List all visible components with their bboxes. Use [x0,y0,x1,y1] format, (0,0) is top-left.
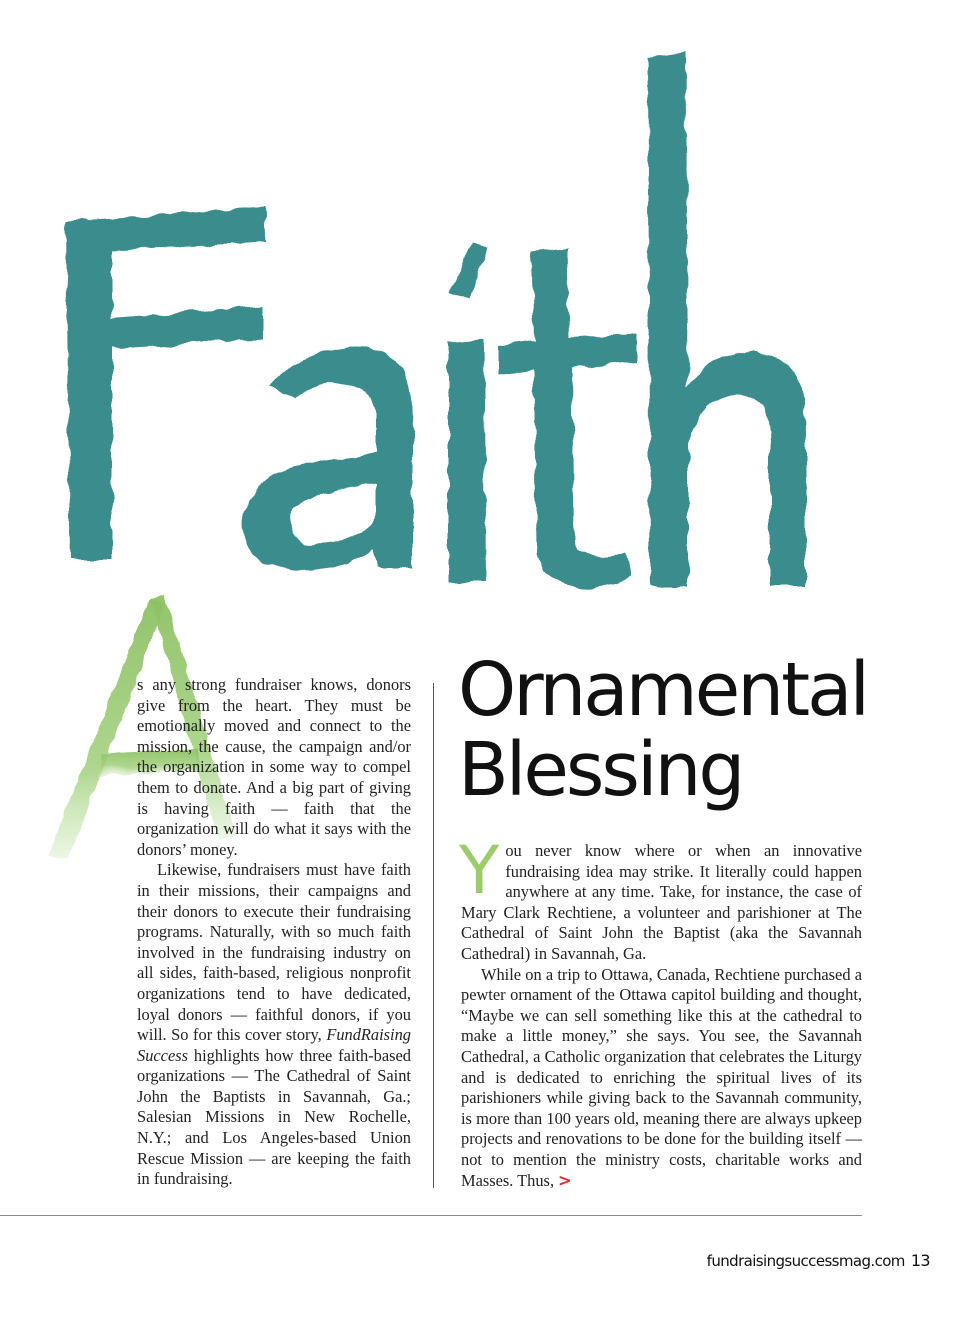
drop-cap-y: Y [459,832,500,909]
page-number: 13 [910,1251,930,1270]
continued-arrow-icon: > [558,1170,572,1190]
article-paragraph-2: While on a trip to Ottawa, Canada, Rechtiene purchased a pewter ornament of the Ottawa capitol building and thought, “Maybe we can sell something like this at the cathedral to make a little money,” she says. You see, the Savannah Cathedral, a Catholic organization that celebrates the Liturgy and is dedicated to enriching the spiritual lives of its parishioners while giving back to the Savannah community, is more than 100 years old, meaning there are always upkeep projects and renovations to be done for the building itself — not to mention the ministry costs, charitable works and Masses. Thus, > [461,964,862,1190]
title-letter-f [66,208,266,560]
headline-line-2: Blessing [458,727,743,813]
article-headline [458,647,868,813]
article-column [459,832,862,1191]
intro-paragraph-2: Likewise, fundraisers must have faith in their missions, their campaigns and their donors to execute their fundraising programs. Naturally, with so much faith involved in the fundraising industry on all sides, faith-based, religious nonprofit organizations tend to have dedicated, loyal donors — faithful donors, if you will. So for this cover story, FundRaising Success highlights how three faith-based organizations — The Cathedral of Saint John the Baptists in Savannah, Ga.; Salesian Missions in New Rochelle, N.Y.; and Los Angeles-based Union Rescue Mission — are keeping the faith in fundraising. [137,860,411,1189]
title-letter-i [448,338,486,582]
faith-title-graphic [0,0,960,600]
article-paragraph-1: You never know where or when an innovative fundraising idea may strike. It literally could happen anywhere at any time. Take, for instance, the case of Mary Clark Rechtiene, a volunteer and parishioner at The Cathedral of Saint John the Baptist (aka the Savannah Cathedral) in Savannah, Ga. [459,832,862,963]
footer-site: fundraisingsuccessmag.com [706,1252,905,1270]
page-footer [707,1251,930,1270]
headline-line-1: Ornamental [458,647,868,733]
title-letter-t [500,248,636,587]
magazine-name: FundRaising Success [137,1025,411,1065]
title-letter-a [243,347,413,571]
footer-rule [0,1215,862,1216]
intro-paragraph-1: s any strong fundraiser knows, donors give from the heart. They must be emotionally moved and connect to the mission, the cause, the campaign and/or the organization in some way to compel them to donate. And a big part of giving is having faith — faith that the organization will do what it says with the donors’ money. [137,675,411,859]
intro-column [137,675,411,1190]
column-divider [433,683,434,1188]
title-letter-h [648,52,806,585]
title-letter-i-accent [450,240,488,298]
